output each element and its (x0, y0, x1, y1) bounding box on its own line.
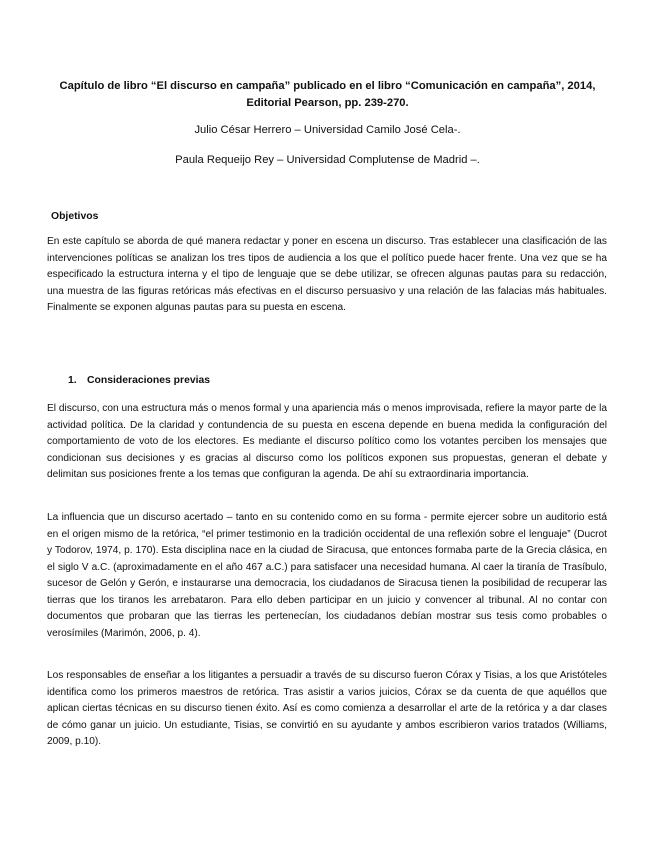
objectives-heading: Objetivos (51, 211, 99, 222)
objectives-paragraph: En este capítulo se aborda de qué manera redactar y poner en escena un discurso. Tras establecer una clasificación de las intervenciones políticas se analizan los tres tipos de audiencia a los que el político puede hacer frente. Una vez que se ha especificado la estructura interna y el tipo de lenguaje que se debe utilizar, se ofrecen algunas pautas para su redacción, una muestra de las figuras retóricas más efectivas en el discurso persuasivo y una relación de las falacias más habituales. Finalmente se exponen algunas pautas para su puesta en escena. (47, 236, 607, 313)
section-1-paragraph-2: La influencia que un discurso acertado – tanto en su contenido como en su forma - permite ejercer sobre un auditorio está en el origen mismo de la retórica, “el primer testimonio en la tradición occidental de una reflexión sobre el lenguaje” (Ducrot y Todorov, 1974, p. 170). Esta disciplina nace en la ciudad de Siracusa, que entonces formaba parte de la Grecia clásica, en el siglo V a.C. (aproximadamente en el año 467 a.C.) para satisfacer una necesidad humana. Al caer la tiranía de Trasíbulo, sucesor de Gelón y Gerón, e instaurarse una democracia, los ciudadanos de Siracusa tienen la posibilidad de recuperar las tierras que los tiranos les arrebataron. Para ello deben participar en un juicio y convencer al tribunal. Al no contar con documentos que probaran que las tierras les pertenecían, los ciudadanos debían mostrar sus tesis como probables o verosímiles (Marimón, 2006, p. 4). (47, 512, 607, 639)
author-line-2: Paula Requeijo Rey – Universidad Complutense de Madrid –. (175, 154, 480, 166)
section-1-heading: 1. Consideraciones previas (68, 375, 211, 386)
author-line-1: Julio César Herrero – Universidad Camilo José Cela-. (194, 124, 461, 136)
section-1-paragraph-1: El discurso, con una estructura más o menos formal y una apariencia más o menos improvisada, refiere la mayor parte de la actividad política. De la claridad y contundencia de su puesta en escena depende en buena medida la configuración del comportamiento de voto de los electores. Es mediante el discurso político como los votantes perciben los mensajes que condicionan sus decisiones y es gracias al discurso como los políticos exponen sus propuestas, generan el debate y delimitan sus posiciones frente a los temas que configuran la agenda. De ahí su extraordinaria importancia. (47, 403, 607, 480)
chapter-title: Capítulo de libro “El discurso en campaña” publicado en el libro “Comunicación en campaña”, 2014, Editorial Pearson, pp. 239-270. (59, 80, 596, 109)
section-1-paragraph-3: Los responsables de enseñar a los litigantes a persuadir a través de su discurso fueron Córax y Tisias, a los que Aristóteles identifica como los primeros maestros de retórica. Tras asistir a varios juicios, Córax se da cuenta de que aquéllos que aplican ciertas técnicas en su discurso tienen éxito. Así es como comienza a desarrollar el arte de la retórica y a dar clases de cómo ganar un juicio. Un estudiante, Tisias, se convirtió en su ayudante y ambos escribieron varios tratados (Williams, 2009, p.10). (47, 670, 607, 747)
